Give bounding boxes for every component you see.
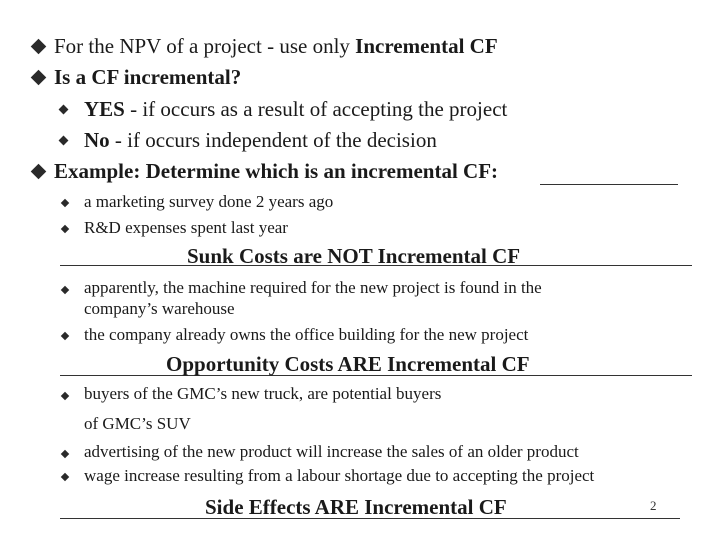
bullet-diamond-icon xyxy=(31,39,47,55)
bullet-diamond-icon xyxy=(61,473,69,481)
bullet-diamond-icon xyxy=(31,70,47,86)
intro-question: Is a CF incremental? xyxy=(54,65,242,89)
group2-conclusion: Opportunity Costs ARE Incremental CF xyxy=(166,352,530,376)
page-number: 2 xyxy=(650,498,657,513)
bullet-diamond-icon xyxy=(61,225,69,233)
example-heading: Example: Determine which is an incremental CF: xyxy=(54,159,499,183)
bullet-diamond-icon xyxy=(61,199,69,207)
group3-item-1-line-1: buyers of the GMC’s new truck, are potential buyers xyxy=(84,384,442,403)
bullet-diamond-icon xyxy=(61,392,69,400)
intro-line-1-text: For the NPV of a project - use only xyxy=(54,34,356,58)
group3-conclusion: Side Effects ARE Incremental CF xyxy=(205,495,507,519)
yes-bold: YES xyxy=(84,97,125,121)
bullet-diamond-icon xyxy=(61,450,69,458)
yes-text: - if occurs as a result of accepting the project xyxy=(124,97,508,121)
bullet-diamond-icon xyxy=(61,286,69,294)
group2-item-1-line-2: company’s warehouse xyxy=(84,299,235,318)
bullet-diamond-icon xyxy=(59,105,69,115)
group3-item-2: advertising of the new product will increase the sales of an older product xyxy=(84,442,579,461)
group2-item-1-line-1: apparently, the machine required for the new project is found in the xyxy=(84,278,542,297)
no-line xyxy=(84,128,437,153)
no-bold: No xyxy=(84,128,110,152)
bullet-diamond-icon xyxy=(61,332,69,340)
no-text: - if occurs independent of the decision xyxy=(109,128,437,152)
intro-line-1-bold: Incremental CF xyxy=(355,34,498,58)
yes-line xyxy=(84,97,507,122)
group3-item-3: wage increase resulting from a labour shortage due to accepting the project xyxy=(84,466,595,485)
group1-item-2: R&D expenses spent last year xyxy=(84,218,288,237)
group2-item-2: the company already owns the office building for the new project xyxy=(84,325,529,344)
group1-conclusion: Sunk Costs are NOT Incremental CF xyxy=(187,244,521,268)
bullet-diamond-icon xyxy=(59,136,69,146)
group1-item-1: a marketing survey done 2 years ago xyxy=(84,192,334,211)
intro-line-1 xyxy=(54,34,498,59)
divider-rule xyxy=(540,184,678,185)
bullet-diamond-icon xyxy=(31,164,47,180)
group3-item-1-line-2: of GMC’s SUV xyxy=(84,414,191,433)
